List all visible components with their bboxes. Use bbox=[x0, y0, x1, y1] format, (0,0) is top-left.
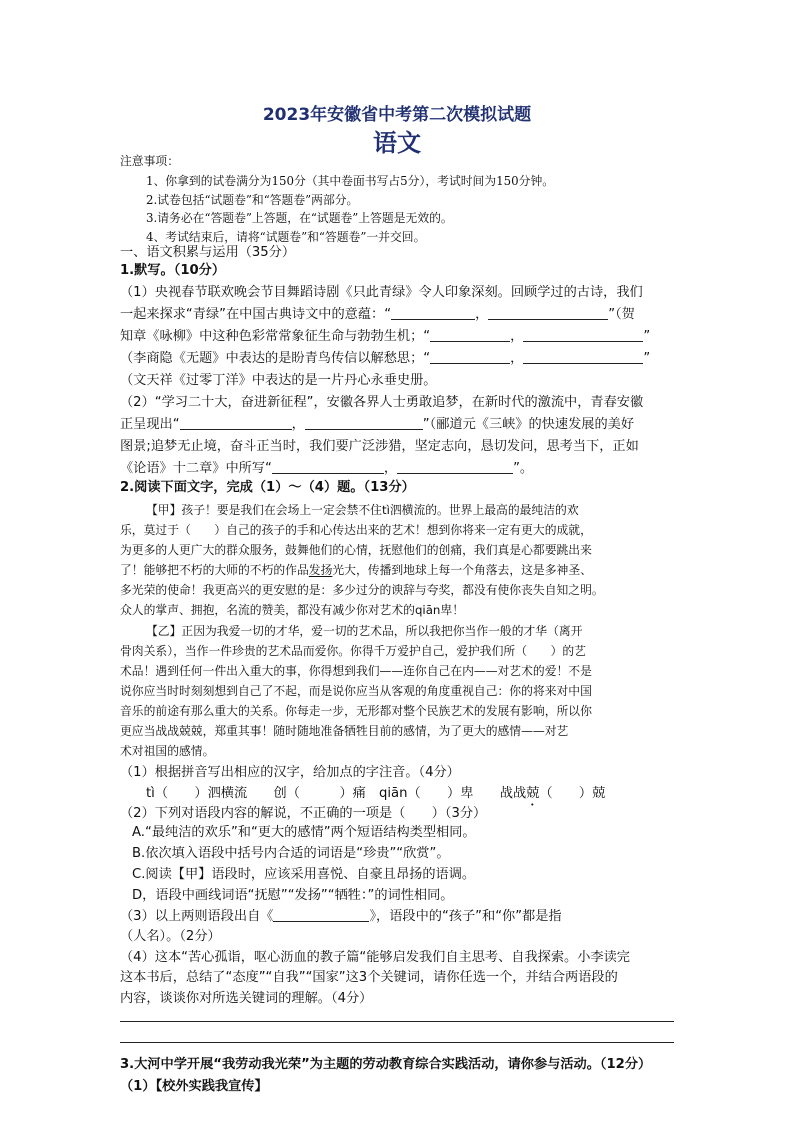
q1-2-line-1: （2）“学习二十大，奋进新征程”，安徽各界人士勇敢追梦，在新时代的激流中，青春安徽 bbox=[120, 395, 644, 410]
section-1-heading: 一、语文积累与运用（35分） bbox=[120, 245, 296, 260]
q2-2-option-a: A.“最纯洁的欢乐”和“更大的感情”两个短语结构类型相同。 bbox=[132, 825, 476, 840]
passage-b-line-2: 骨肉关系），当作一件珍贵的艺术品而爱你。你得千万爱护自己，爱护我们所（ ）的艺 bbox=[120, 644, 586, 658]
notice-item-1: 1、你拿到的试卷满分为150分（其中卷面书写占5分），考试时间为150分钟。 bbox=[146, 174, 555, 188]
answer-line[interactable] bbox=[120, 1021, 674, 1022]
q2-2-heading: （2）下列对语段内容的解说，不正确的一项是（ ）（3分） bbox=[120, 806, 487, 821]
q2-2-option-c: C.阅读【甲】语段时，应该采用喜悦、自豪且昂扬的语调。 bbox=[132, 867, 476, 882]
q2-3-line-1: （3）以上两则语段出自《 》，语段中的“孩子”和“你”都是指 bbox=[120, 909, 562, 924]
q2-3-line-2: （人名）。（2分） bbox=[120, 929, 221, 944]
answer-blank[interactable] bbox=[523, 349, 643, 364]
q1-2-line-4: 《论语》十二章》中所写“ ， ”。 bbox=[120, 461, 534, 476]
passage-a-line-3: 为更多的人更广大的群众服务，鼓舞他们的心情，抚慰他们的创痛，我们真是心都要跳出来 bbox=[120, 543, 592, 557]
answer-line[interactable] bbox=[120, 1042, 674, 1043]
notice-item-4: 4、考试结束后，请将“试题卷”和“答题卷”一并交回。 bbox=[146, 230, 426, 244]
q1-1-line-4: （李商隐《无题》中表达的是盼青鸟传信以解愁思；“ ， ” bbox=[120, 351, 651, 366]
notice-item-2: 2.试卷包括“试题卷”和“答题卷”两部分。 bbox=[146, 193, 359, 207]
answer-blank[interactable] bbox=[430, 327, 510, 342]
answer-blank[interactable] bbox=[488, 305, 608, 320]
q2-2-option-b: B.依次填入语段中括号内合适的词语是“珍贵”“欣赏”。 bbox=[132, 846, 450, 861]
q1-1-line-3: 知章《咏柳》中这种色彩常常象征生命与勃勃生机；“ ， ” bbox=[120, 329, 651, 344]
q2-4-line-3: 内容，谈谈你对所选关键词的理解。（4分） bbox=[120, 991, 373, 1006]
dotted-char: 兢 bbox=[526, 786, 540, 801]
passage-b-line-4: 说你应当时时刻刻想到自己了不起，而是说你应当从客观的角度重视自己：你的将来对中国 bbox=[120, 684, 592, 698]
answer-blank[interactable] bbox=[430, 349, 510, 364]
passage-b-line-5: 音乐的前途有那么重大的关系。你每走一步，无形都对整个民族艺术的发展有影响，所以你 bbox=[120, 704, 592, 718]
q2-1-items: tì（ ）泗横流 创（ ）痛 qiān（ ）卑 战战兢（ ）兢 bbox=[146, 786, 606, 801]
answer-blank[interactable] bbox=[523, 327, 643, 342]
subject-title: 语文 bbox=[373, 129, 421, 157]
passage-a-line-2: 乐，莫过于（ ）自己的孩子的手和心传达出来的艺术！想到你将来一定有更大的成就， bbox=[120, 523, 592, 537]
q1-2-line-3: 图景;追梦无止境，奋斗正当时，我们要广泛涉猎，坚定志向，恳切发问，思考当下，正如 bbox=[120, 439, 639, 454]
notice-heading: 注意事项： bbox=[120, 154, 179, 168]
answer-blank[interactable] bbox=[397, 459, 513, 474]
question-3-heading: 3.大河中学开展“我劳动我光荣”为主题的劳动教育综合实践活动，请你参与活动。（12分） bbox=[120, 1057, 652, 1072]
answer-blank[interactable] bbox=[305, 415, 423, 430]
notice-item-3: 3.请务必在“答题卷”上答题，在“试题卷”上答题是无效的。 bbox=[146, 211, 453, 225]
passage-a-line-1: 【甲】孩子！要是我们在会场上一定会禁不住tì泗横流的。世界上最高的最纯洁的欢 bbox=[146, 503, 579, 517]
q1-2-line-2: 正呈现出“ ， ”（郦道元《三峡》的快速发展的美好 bbox=[120, 417, 635, 432]
answer-blank[interactable] bbox=[391, 305, 475, 320]
q2-1-heading: （1）根据拼音写出相应的汉字，给加点的字注音。（4分） bbox=[120, 765, 460, 780]
underlined-word: 发扬 bbox=[308, 563, 333, 577]
answer-blank[interactable] bbox=[272, 459, 384, 474]
passage-b-line-7: 术对祖国的感情。 bbox=[120, 744, 215, 758]
passage-a-line-6: 众人的掌声、拥抱，名流的赞美，都没有减少你对艺术的qiān卑！ bbox=[120, 603, 465, 617]
question-2-heading: 2.阅读下面文字，完成（1）～（4）题。（13分） bbox=[120, 480, 415, 495]
q3-1-heading: （1）【校外实践我宣传】 bbox=[120, 1079, 268, 1094]
passage-a-line-4: 了！能够把不朽的大师的不朽的作品发扬光大，传播到地球上每一个角落去，这是多神圣、 bbox=[120, 563, 592, 577]
answer-blank[interactable] bbox=[180, 415, 292, 430]
answer-blank[interactable] bbox=[273, 907, 369, 922]
passage-a-line-5: 多光荣的使命！我更高兴的更安慰的是：多少过分的谀辞与夸奖，都没有使你丧失自知之明。 bbox=[120, 583, 604, 597]
exam-title: 2023年安徽省中考第二次模拟试题 bbox=[262, 105, 532, 125]
passage-b-line-3: 术品！遇到任何一件出入重大的事，你得想到我们——连你自己在内——对艺术的爱！不是 bbox=[120, 664, 592, 678]
q1-1-line-1: （1）央视春节联欢晚会节目舞蹈诗剧《只此青绿》令人印象深刻。回顾学过的古诗，我们 bbox=[120, 285, 643, 300]
q2-4-line-1: （4）这本“苦心孤诣，呕心沥血的教子篇“能够启发我们自主思考、自我探索。小李读完 bbox=[120, 950, 630, 965]
q1-1-line-2: 一起来探求“青绿”在中国古典诗文中的意蕴：“ ， ”（贺 bbox=[120, 307, 635, 322]
question-1-heading: 1.默写。（10分） bbox=[120, 263, 226, 278]
q2-2-option-d: D，语段中画线词语“抚慰”“发扬”“牺牲：”的词性相同。 bbox=[132, 888, 454, 903]
q2-4-line-2: 这本书后，总结了“态度”“自我”“国家”这3个关键词，请你任选一个，并结合两语段的 bbox=[120, 970, 618, 985]
q1-1-line-5: （文天祥《过零丁洋》中表达的是一片丹心永垂史册。 bbox=[120, 373, 437, 388]
passage-b-line-1: 【乙】正因为我爱一切的才华，爱一切的艺术品，所以我把你当作一般的才华（离开 bbox=[146, 624, 583, 638]
passage-b-line-6: 更应当战战兢兢，郑重其事！随时随地准备牺牲目前的感情，为了更大的感情——对艺 bbox=[120, 724, 569, 738]
